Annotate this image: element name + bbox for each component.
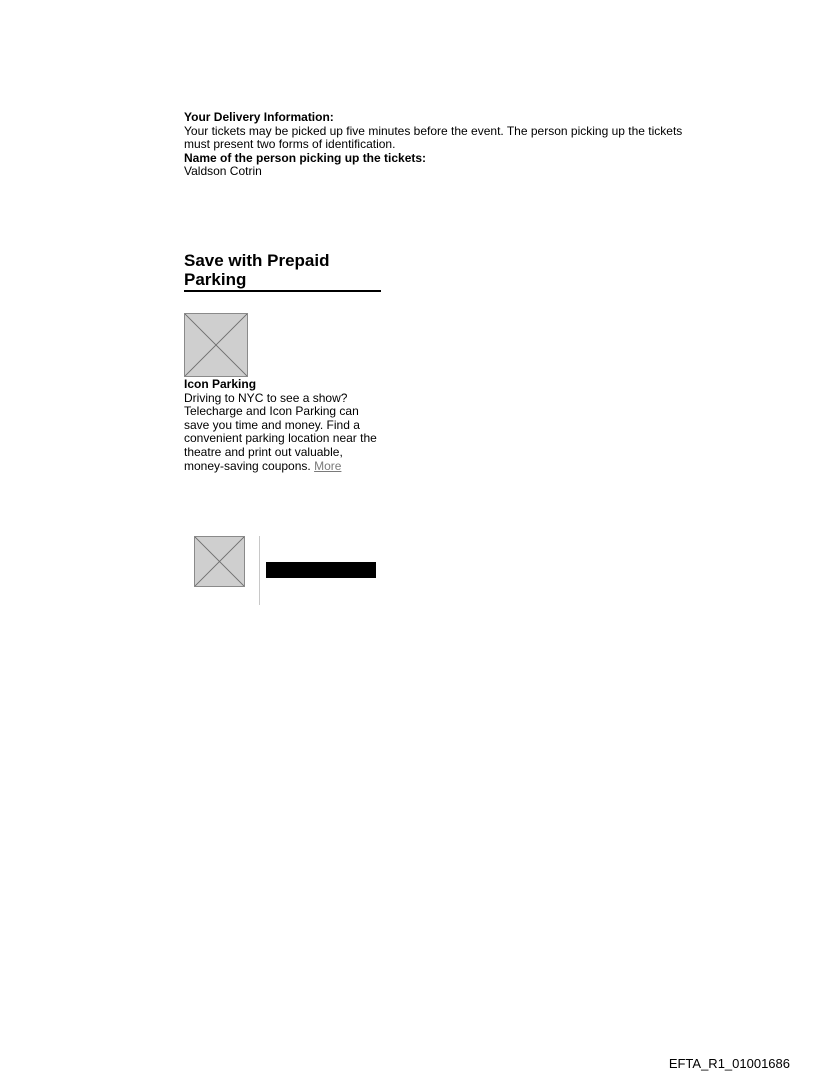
more-link[interactable]: More bbox=[314, 458, 342, 473]
parking-section-title: Save with Prepaid Parking bbox=[184, 251, 381, 292]
delivery-section bbox=[184, 111, 704, 179]
parking-item-title: Icon Parking bbox=[184, 377, 257, 391]
delivery-body: Your tickets may be picked up five minutes before the event. The person picking up the tickets must present two forms of identification. bbox=[184, 123, 683, 151]
broken-image-icon bbox=[194, 536, 245, 587]
pickup-name: Valdson Cotrin bbox=[184, 164, 262, 178]
pickup-label: Name of the person picking up the tickets: bbox=[184, 150, 427, 165]
broken-image-icon bbox=[184, 313, 248, 377]
parking-item-body: Driving to NYC to see a show? Telecharge and Icon Parking can save you time and money. Find a convenient parking location near the theatre and print out valuable, money-saving coupons. bbox=[184, 390, 377, 473]
document-id: EFTA_R1_01001686 bbox=[668, 1056, 790, 1071]
vertical-divider bbox=[259, 536, 260, 605]
delivery-heading: Your Delivery Information: bbox=[184, 110, 334, 124]
parking-item bbox=[184, 378, 384, 473]
redaction-bar bbox=[266, 562, 376, 578]
